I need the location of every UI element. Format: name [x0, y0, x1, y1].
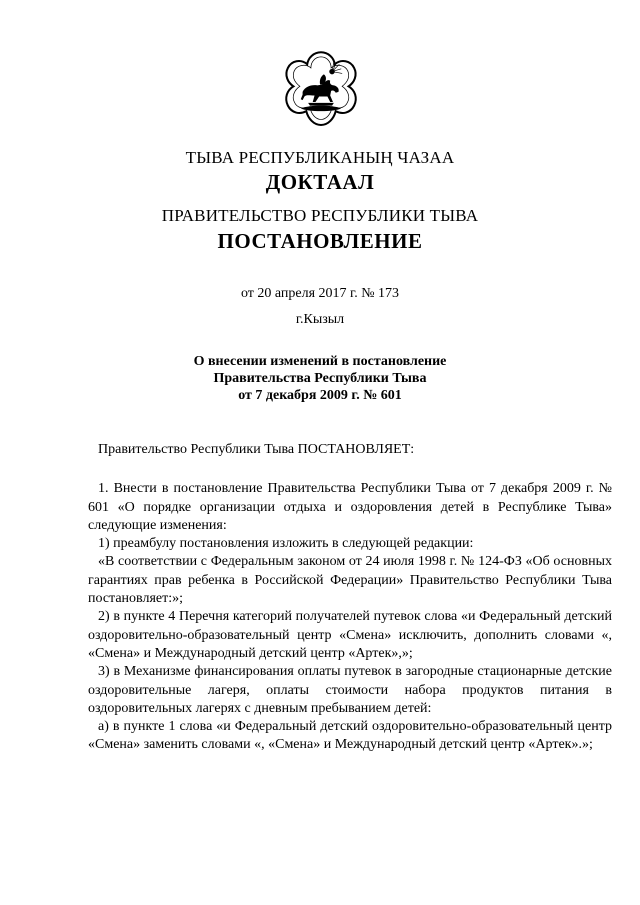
document-title [0, 353, 640, 404]
document-city: г.Кызыл [295, 312, 345, 327]
document-title-line: от 7 декабря 2009 г. № 601 [238, 388, 402, 403]
document-title-line: Правительства Республики Тыва [213, 371, 427, 386]
body-paragraph: 1) преамбулу постановления изложить в следующей редакции: [98, 536, 474, 552]
tuvan-document-type: ДОКТААЛ [265, 170, 375, 194]
tuvan-government-heading: ТЫВА РЕСПУБЛИКАНЫҢ ЧАЗАА [185, 148, 455, 167]
body-paragraph: «В соответствии с Федеральным законом от 24 июля 1998 г. № 124-ФЗ «Об основных гарантиях прав ребенка в Российской Федерации» Правительство Республики Тыва постановляет:»; [88, 554, 612, 607]
body-preamble: Правительство Республики Тыва ПОСТАНОВЛЯЕТ: [98, 442, 415, 457]
body-paragraph: а) в пункте 1 слова «и Федеральный детский оздоровительно-образовательный центр «Смена» заменить словами «, «Смена» и Международный детский центр «Артек».»; [88, 719, 612, 753]
body-paragraph: 1. Внести в постановление Правительства Республики Тыва от 7 декабря 2009 г. № 601 «О порядке организации отдыха и оздоровления детей в Республике Тыва» следующие изменения: [88, 481, 612, 533]
document-body [88, 441, 612, 755]
tuva-coat-of-arms-icon [275, 44, 367, 136]
document-title-line: О внесении изменений в постановление [193, 354, 447, 369]
document-date-number: от 20 апреля 2017 г. № 173 [240, 286, 400, 301]
body-paragraph: 3) в Механизме финансирования оплаты путевок в загородные стационарные детские оздоровительные лагеря, оплаты стоимости набора продуктов питания в оздоровительных лагерях с дневным пребыванием детей: [88, 664, 612, 716]
russian-document-type: ПОСТАНОВЛЕНИЕ [217, 229, 423, 253]
body-paragraph: 2) в пункте 4 Перечня категорий получателей путевок слова «и Федеральный детский оздоровительно-образовательный центр «Смена» исключить, дополнить словами «, «Смена» и Международный детский центр «Артек»,»; [88, 609, 612, 661]
russian-government-heading: ПРАВИТЕЛЬСТВО РЕСПУБЛИКИ ТЫВА [161, 206, 479, 225]
